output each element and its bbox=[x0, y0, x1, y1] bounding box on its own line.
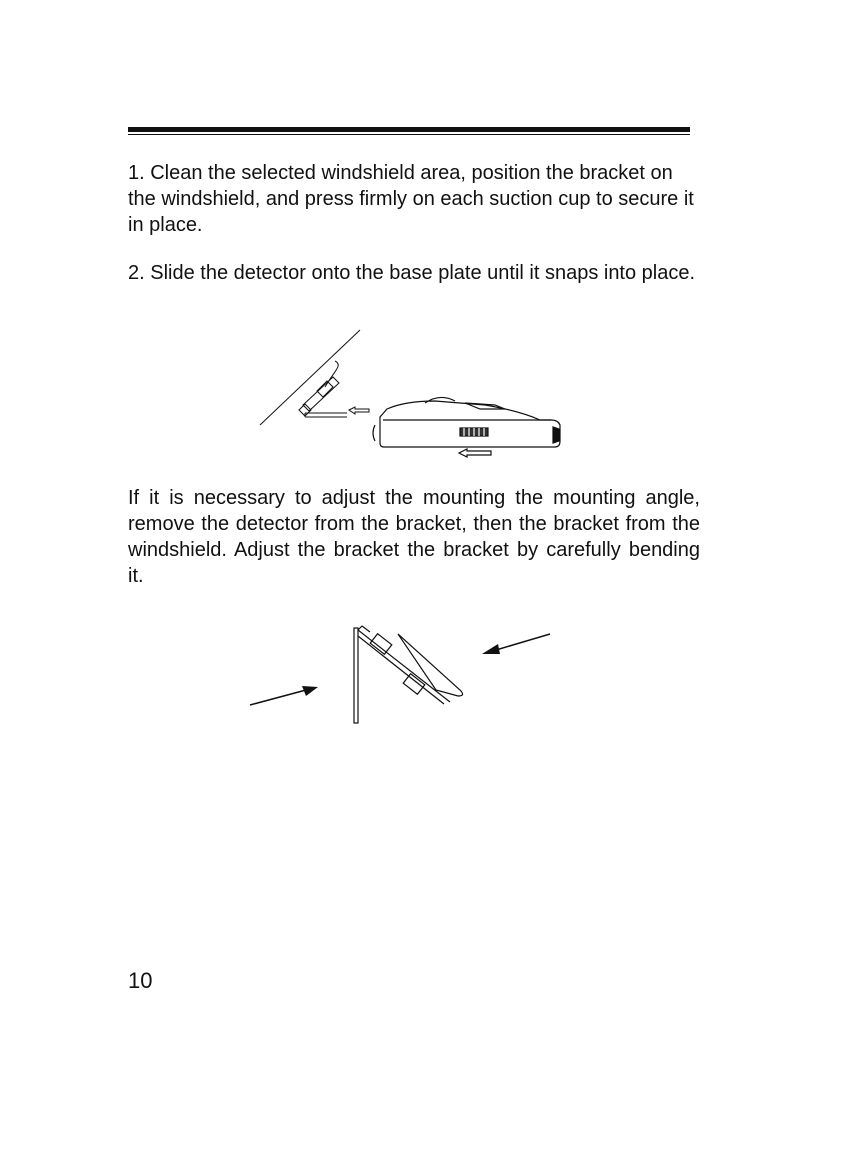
detector-mounting-illustration bbox=[255, 325, 575, 470]
instruction-step-1: 1. Clean the selected windshield area, position the bracket on the windshield, and press firmly on each suction cup to secure it in place. bbox=[128, 162, 694, 236]
bracket-icon bbox=[299, 361, 347, 417]
instruction-step-2: 2. Slide the detector onto the base plate until it snaps into place. bbox=[128, 262, 696, 284]
page-number: 10 bbox=[128, 968, 153, 993]
header-rule-thin bbox=[128, 134, 690, 135]
bracket-bending-illustration bbox=[240, 620, 560, 730]
slide-arrow-icon bbox=[349, 407, 369, 414]
bracket-base-icon bbox=[354, 628, 358, 723]
arrow-left-icon bbox=[482, 634, 550, 654]
radar-detector-icon bbox=[373, 397, 560, 447]
bracket-arm-icon bbox=[358, 626, 463, 704]
header-rule-thick bbox=[128, 127, 690, 132]
adjustment-instructions: If it is necessary to adjust the mounting the mounting angle, remove the detector from the bracket, then the bracket from the windshield. Adjust the bracket the bracket by carefully bending it. bbox=[128, 487, 700, 587]
insert-arrow-icon bbox=[459, 449, 491, 457]
arrow-right-icon bbox=[250, 686, 318, 705]
